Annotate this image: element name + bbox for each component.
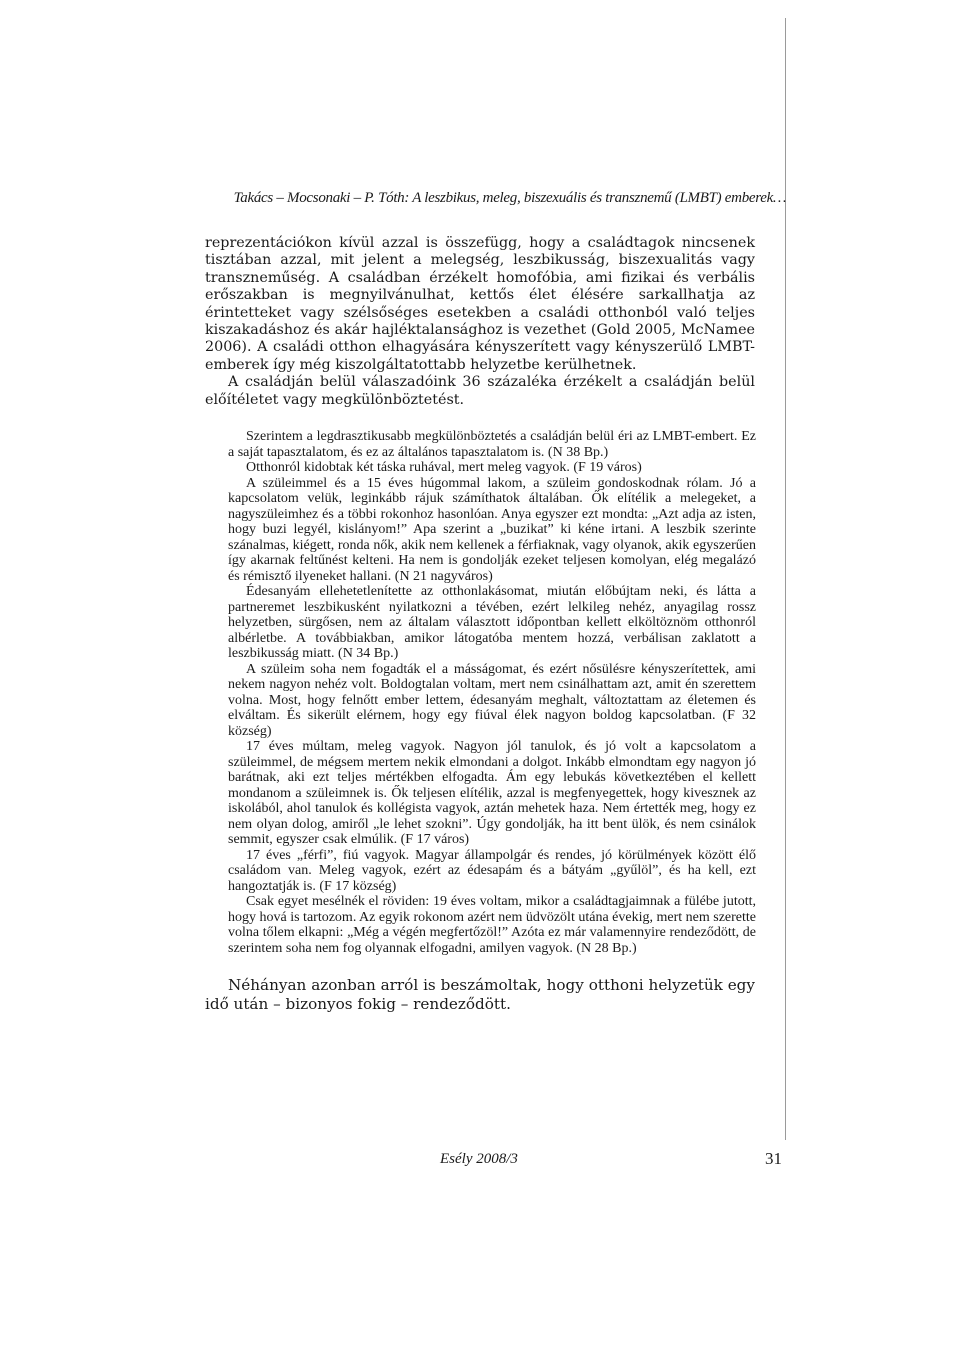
quote: Otthonról kidobtak két táska ruhával, mert meleg vagyok. (F 19 város) [246, 460, 642, 476]
quote: A szüleimmel és a 15 éves húgommal lakom, a szüleim gondoskodnak rólam. Jó a kapcsolatom velük, leginkább rájuk számíthatok általában. Ők elítélik a melegeket, a nagyszüleimhez és a többi rokonhoz hasonlóan. Anya egyszer ezt mondta: „Azt adja az isten, hogy buzi legyél, kislányom!” Apa szerint a „buzikat” ki kéne irtani. A leszbik szerinte szánalmas, kiégett, ronda nők, akik nem kellenek a férfiaknak, vagy olyanok, akik egyszerűen így akarnak feltűnést kelteni. Ha nem is gondolják ezeket teljesen komolyan, elég megalázó és rémisztő ilyeneket hallani. (N 21 nagyváros) [228, 475, 756, 584]
footer-journal-title: Esély 2008/3 [440, 1151, 518, 1167]
closing-paragraph: Néhányan azonban arról is beszámoltak, hogy otthoni helyzetük egy idő után – bizonyos fokig – rendeződött. [205, 976, 755, 1013]
quote: A szüleim soha nem fogadták el a másságomat, és ezért nősülésre kényszerítettek, ami nekem nagyon nehéz volt. Boldogtalan voltam, mert nem csinálhattam azt, amit én szerettem volna. Most, hogy felnőtt ember lettem, édesanyám meghalt, változtattam az életemen és elváltam. És sikerült elérnem, hogy egy fiúval élek nagyon boldog kapcsolatban. (F 32 község) [228, 661, 756, 739]
quote: Szerintem a legdrasztikusabb megkülönböztetés a családján belül éri az LMBT-embert. Ez a saját tapasztalatom, és ez az általános tapasztalatom is. (N 38 Bp.) [228, 429, 756, 460]
quotes-block [228, 429, 756, 956]
quote: Csak egyet mesélnék el röviden: 19 éves voltam, mikor a családtagjaimnak a fülébe jutott, hogy hová is tartozom. Az egyik rokonom azért nem üdvözölt utána évekig, mert nem szerette volna tőlem elkapni: „Még a végén megfertőzöl!” Azóta ez már valamennyire rendeződött, de szerintem soha nem fog olyannak elfogadni, amilyen vagyok. (N 28 Bp.) [228, 894, 756, 956]
main-content [205, 235, 755, 1013]
body-paragraph: reprezentációkon kívül azzal is összefügg, hogy a családtagok nincsenek tisztában azzal, mit jelent a melegség, leszbikusság, biszexualitás vagy transzneműség. A családban érzékelt homofóbia, ami fizikai és verbális erőszakban is megnyilvánulhat, kettős élet élésére sarkallhatja az érintetteket vagy szélsőséges esetekben a családi otthonból való teljes kiszakadáshoz és akár hajléktalansághoz is vezethet (Gold 2005, McNamee 2006). A családi otthon elhagyására kényszerített vagy kényszerülő LMBT-emberek így még kiszolgáltatottabb helyzetbe kerülhetnek. [205, 235, 755, 373]
quote: Édesanyám ellehetetlenítette az otthonlakásomat, miután előbújtam neki, és látta a partneremet leszbikusként nyilatkozni a tévében, ezért lelkileg nehéz, anyagilag rossz helyzetben, sürgősen, nem az általam választott időpontban kellett elköltöznöm otthonról albérletbe. A továbbiakban, amikor látogatóba mentem hozzá, verbálisan zaklatott a leszbikusság miatt. (N 34 Bp.) [228, 584, 756, 662]
running-header: Takács – Mocsonaki – P. Tóth: A leszbikus, meleg, biszexuális és transznemű (LMBT) emberek… [233, 190, 786, 206]
margin-rule [785, 18, 786, 1140]
page-number: 31 [765, 1149, 782, 1168]
body-paragraph: A családján belül válaszadóink 36 százaléka érzékelt a családján belül előítéletet vagy megkülönböztetést. [205, 374, 755, 408]
quote: 17 éves „férfi”, fiú vagyok. Magyar állampolgár és rendes, jó körülmények között élő családom van. Meleg vagyok, ezért az édesapám és a bátyám „gyűlöl”, és ha kell, ezt hangoztatják is. (F 17 község) [228, 847, 756, 894]
quote: 17 éves múltam, meleg vagyok. Nagyon jól tanulok, és jó volt a kapcsolatom a szüleimmel, de mégsem mertem nekik elmondani a dolgot. Inkább elmondtam egy nagyon jó barátnak, aki ezt teljes mértékben elfogadta. Ám egy lebukás következtében el kellett mondanom a szüleimnek is. Ők teljesen elítélik, azzal is megfenyegettek, hogy kivesznek az iskolából, ahol tanulok és kollégista vagyok, aztán mehetek haza. Nem értették meg, hogy ez nem olyan dolog, amiről „le lehet szokni”. Úgy gondolják, ha itt bent ülök, és nem csinálok semmit, egyszer csak elmúlik. (F 17 város) [228, 739, 756, 848]
